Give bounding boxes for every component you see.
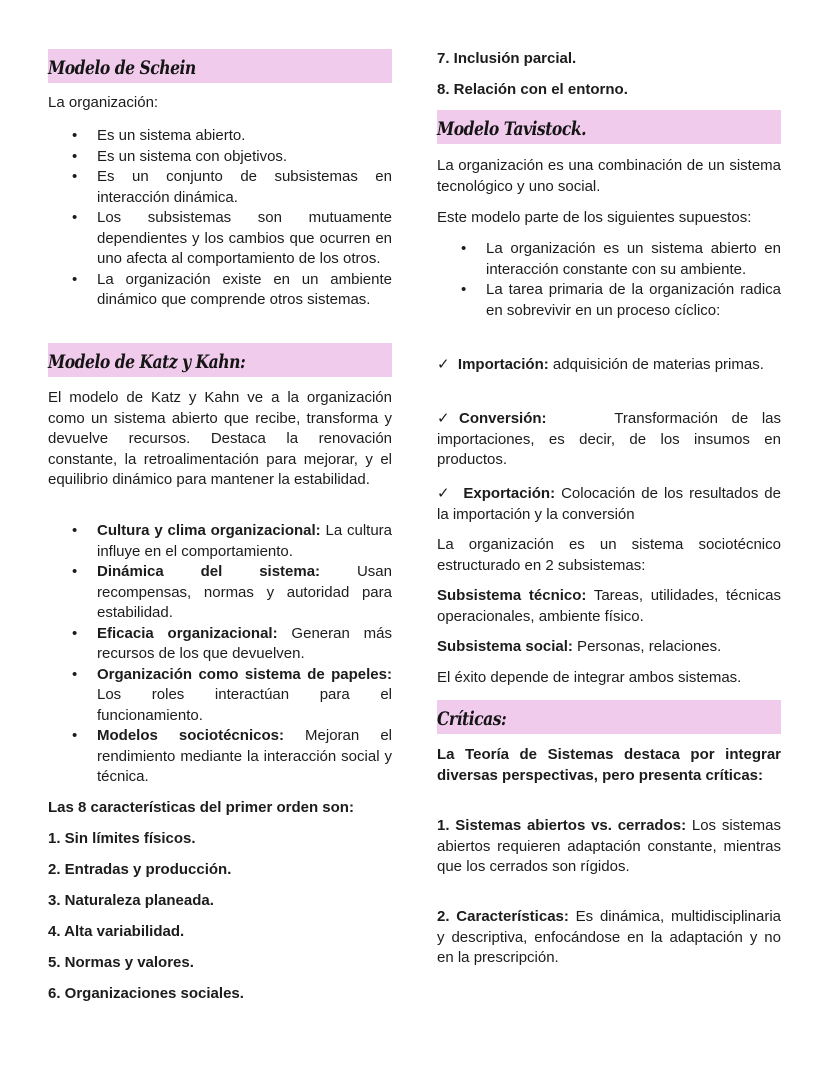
item-bold: Cultura y clima organizacional: bbox=[97, 522, 321, 539]
katz-title: Modelo de Katz y Kahn: bbox=[48, 351, 246, 373]
list-item bbox=[48, 562, 392, 624]
item-bold: Modelos sociotécnicos: bbox=[97, 727, 284, 744]
schein-title: Modelo de Schein bbox=[48, 57, 196, 79]
conversion-paragraph bbox=[437, 408, 781, 471]
criticas-title: Críticas: bbox=[437, 708, 507, 730]
katz-list bbox=[48, 521, 392, 788]
item-text: La cultura influye en el comportamiento. bbox=[97, 522, 393, 560]
tavistock-list bbox=[437, 239, 781, 321]
characteristics-heading: Las 8 características del primer orden son: bbox=[48, 799, 354, 816]
list-item: • Es un sistema abierto. bbox=[48, 126, 392, 147]
list-item bbox=[48, 665, 392, 727]
critica-1-text: Los sistemas abiertos requieren adaptación constante, mientras que los cerrados son rígidos. bbox=[437, 817, 782, 875]
list-item bbox=[48, 624, 392, 665]
characteristic-item: 7. Inclusión parcial. bbox=[437, 50, 577, 67]
check-icon: ✓ bbox=[437, 355, 450, 373]
subsistema-tecnico bbox=[437, 586, 781, 627]
characteristic-item: 6. Organizaciones sociales. bbox=[48, 985, 244, 1002]
list-item: • Es un conjunto de subsistemas en interacción dinámica. bbox=[48, 167, 392, 208]
critica-1-label: 1. Sistemas abiertos vs. cerrados: bbox=[437, 817, 687, 834]
social-label: Subsistema social: bbox=[437, 638, 573, 655]
exportacion-label: Exportación: bbox=[463, 485, 556, 502]
criticas-heading bbox=[437, 700, 781, 734]
tecnico-label: Subsistema técnico: bbox=[437, 587, 587, 604]
item-bold: Eficacia organizacional: bbox=[97, 624, 278, 642]
check-icon: ✓ bbox=[437, 484, 452, 502]
importacion-paragraph bbox=[437, 354, 781, 376]
tavistock-p4: El éxito depende de integrar ambos sistemas. bbox=[437, 669, 742, 686]
critica-2-text: Es dinámica, multidisciplinaria y descriptiva, enfocándose en la adaptación y no en la prescripción. bbox=[437, 908, 781, 966]
tavistock-title: Modelo Tavistock. bbox=[437, 118, 587, 140]
characteristic-item: 4. Alta variabilidad. bbox=[48, 923, 185, 940]
social-text: Personas, relaciones. bbox=[572, 638, 722, 655]
characteristic-item: 2. Entradas y producción. bbox=[48, 861, 232, 878]
importacion-label: Importación: bbox=[457, 356, 549, 373]
critica-2-label: 2. Características: bbox=[437, 908, 569, 925]
list-item: • La organización existe en un ambiente dinámico que comprende otros sistemas. bbox=[48, 270, 392, 311]
list-item: • La organización es un sistema abierto en interacción constante con su ambiente. bbox=[437, 239, 781, 280]
exportacion-paragraph bbox=[437, 483, 781, 525]
item-text: Mejoran el rendimiento mediante la interacción social y técnica. bbox=[97, 727, 392, 785]
katz-heading bbox=[48, 343, 392, 377]
critica-2 bbox=[437, 907, 781, 969]
item-text: Los roles interactúan para el funcionamiento. bbox=[97, 686, 392, 724]
tecnico-text: Tareas, utilidades, técnicas operacionales, ambiente físico. bbox=[437, 587, 781, 625]
item-bold: Dinámica del sistema: bbox=[97, 563, 321, 580]
list-item: • La tarea primaria de la organización radica en sobrevivir en un proceso cíclico: bbox=[437, 280, 781, 321]
katz-paragraph: El modelo de Katz y Kahn ve a la organización como un sistema abierto que recibe, transforma y devuelve recursos. Destaca la renovación constante, la retroalimentación para mejorar, y el equilibrio dinámico para mantener la estabilidad. bbox=[48, 389, 392, 488]
check-icon: ✓ bbox=[437, 409, 460, 427]
characteristic-item: 8. Relación con el entorno. bbox=[437, 81, 628, 98]
list-item: • Es un sistema con objetivos. bbox=[48, 147, 392, 168]
schein-intro: La organización: bbox=[48, 94, 159, 111]
tavistock-p1: La organización es una combinación de un sistema tecnológico y uno social. bbox=[437, 157, 781, 195]
schein-list bbox=[48, 126, 392, 311]
item-text: Usan recompensas, normas y autoridad para estabilidad. bbox=[97, 563, 392, 621]
characteristic-item: 5. Normas y valores. bbox=[48, 954, 194, 971]
characteristic-item: 1. Sin límites físicos. bbox=[48, 830, 196, 847]
list-item bbox=[48, 521, 392, 562]
subsistema-social bbox=[437, 637, 781, 658]
conversion-text: Transformación de las importaciones, es decir, de los insumos en productos. bbox=[437, 410, 781, 468]
conversion-label: Conversión: bbox=[459, 410, 547, 427]
tavistock-p3: La organización es un sistema sociotécnico estructurado en 2 subsistemas: bbox=[437, 536, 781, 574]
criticas-intro: La Teoría de Sistemas destaca por integrar diversas perspectivas, pero presenta críticas: bbox=[437, 746, 781, 784]
tavistock-heading bbox=[437, 110, 781, 144]
tavistock-p2: Este modelo parte de los siguientes supuestos: bbox=[437, 209, 752, 226]
list-item: • Los subsistemas son mutuamente dependientes y los cambios que ocurren en uno afecta al comportamiento de los otros. bbox=[48, 208, 392, 270]
schein-heading bbox=[48, 49, 392, 83]
characteristic-item: 3. Naturaleza planeada. bbox=[48, 892, 214, 909]
critica-1 bbox=[437, 816, 781, 878]
exportacion-text: Colocación de los resultados de la importación y la conversión bbox=[437, 485, 781, 523]
list-item bbox=[48, 726, 392, 788]
importacion-text: adquisición de materias primas. bbox=[548, 356, 764, 373]
item-text: Generan más recursos de los que devuelven. bbox=[97, 624, 392, 662]
item-bold: Organización como sistema de papeles: bbox=[97, 665, 392, 683]
